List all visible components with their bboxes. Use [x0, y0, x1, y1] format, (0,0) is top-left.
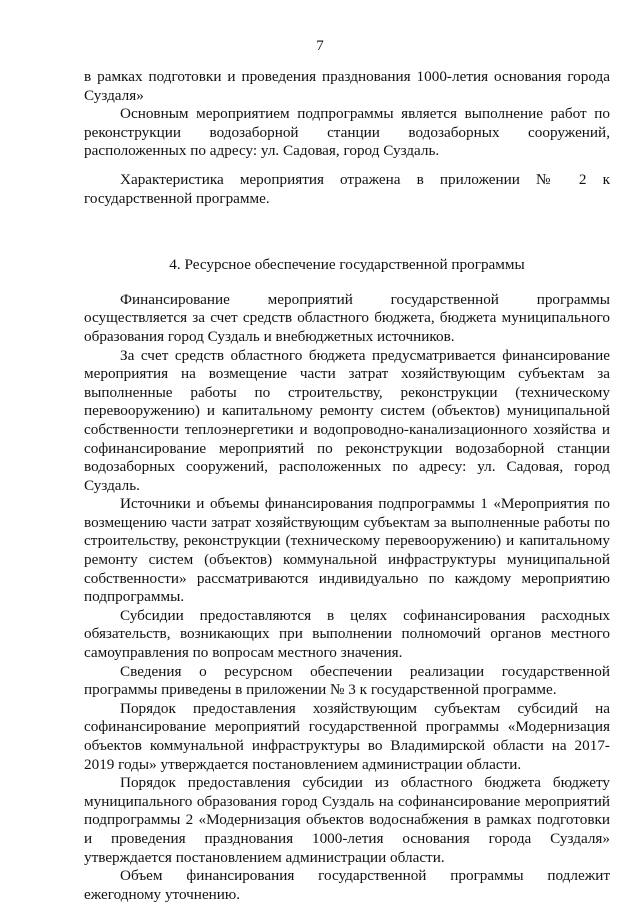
paragraph-regional-budget: За счет средств областного бюджета предусматривается финансирование мероприятия на возмещение части затрат хозяйствующим субъектам за выполненные работы по строительству, реконструкции (техническому перевооружению) и капитальному ремонту систем (объектов) муниципальной собственности теплоэнергетики и водопроводно-канализационного хозяйства и софинансирование мероприятий по реконструкции водозаборной станции водозаборных сооружений, расположенных по адресу: ул. Садовая, город Суздаль. — [84, 346, 610, 494]
paragraph-subprogram-1: Источники и объемы финансирования подпрограммы 1 «Мероприятия по возмещению части затрат хозяйствующим субъектам за выполненные работы по строительству, реконструкции (техническому перевооружению) и капитальному ремонту систем (объектов) коммунальной инфраструктуры муниципальной собственности» рассматриваются индивидуально по каждому мероприятию подпрограммы. — [84, 495, 610, 606]
document-body — [84, 68, 610, 904]
section-heading: 4. Ресурсное обеспечение государственной программы — [169, 256, 525, 274]
paragraph-subsidy-procedure: Порядок предоставления хозяйствующим субъектам субсидий на софинансирование мероприятий государственной программы «Модернизация объектов коммунальной инфраструктуры во Владимирской области на 2017-2019 годы» утверждается постановлением администрации области. — [84, 699, 610, 773]
characteristic-paragraph: Характеристика мероприятия отражена в приложении № 2 к государственной программе. — [84, 170, 610, 207]
paragraph-subsidies: Субсидии предоставляются в целях софинансирования расходных обязательств, возникающих при выполнении полномочий органов местного самоуправления по вопросам местного значения. — [84, 606, 610, 662]
paragraph-financing-sources: Финансирование мероприятий государственной программы осуществляется за счет средств областного бюджета, бюджета муниципального образования город Суздаль и внебюджетных источников. — [84, 290, 610, 345]
paragraph-annual-update: Объем финансирования государственной программы подлежит ежегодному уточнению. — [84, 867, 610, 903]
page-number: 7 — [316, 38, 324, 54]
continuation-paragraph: в рамках подготовки и проведения празднования 1000-летия основания города Суздаля» — [84, 68, 610, 104]
paragraph-resource-info: Сведения о ресурсном обеспечении реализации государственной программы приведены в приложении № 3 к государственной программе. — [84, 662, 610, 699]
main-event-paragraph: Основным мероприятием подпрограммы является выполнение работ по реконструкции водозаборной станции водозаборных сооружений, расположенных по адресу: ул. Садовая, город Суздаль. — [84, 105, 610, 160]
paragraph-subprogram-2: Порядок предоставления субсидии из областного бюджета бюджету муниципального образования город Суздаль на софинансирование мероприятий подпрограммы 2 «Модернизация объектов водоснабжения в рамках подготовки и проведения празднования 1000-летия основания города Суздаля» утверждается постановлением администрации области. — [84, 774, 610, 866]
